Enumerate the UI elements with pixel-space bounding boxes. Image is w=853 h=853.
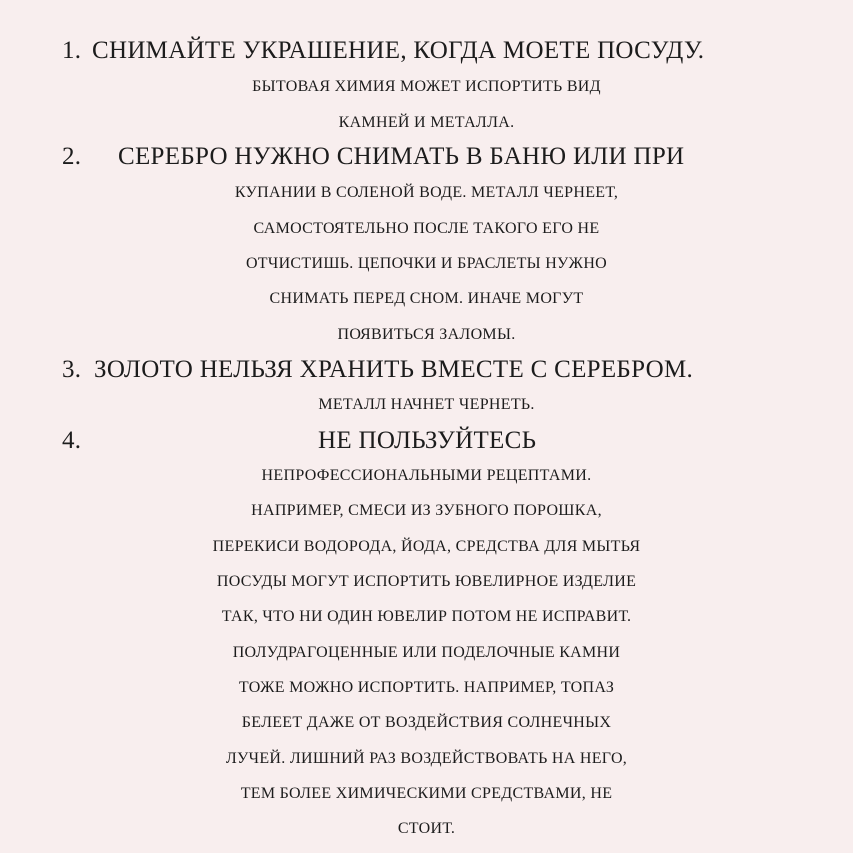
item-3-number: 3. — [62, 356, 82, 383]
item-2-text-line: СЕРЕБРО НУЖНО СНИМАТЬ В БАНЮ ИЛИ ПРИ — [118, 143, 685, 170]
item-4-number: 4. — [62, 427, 82, 454]
item-1-line-3: КАМНЕЙ И МЕТАЛЛА. — [338, 114, 515, 131]
item-4-line-5: ПОСУДЫ МОГУТ ИСПОРТИТЬ ЮВЕЛИРНОЕ ИЗДЕЛИЕ — [216, 573, 637, 590]
item-2-line-6: ПОЯВИТЬСЯ ЗАЛОМЫ. — [337, 326, 516, 343]
item-2-line-1 — [0, 140, 853, 173]
item-1-line-2: БЫТОВАЯ ХИМИЯ МОЖЕТ ИСПОРТИТЬ ВИД — [252, 78, 601, 95]
item-4-line-4: ПЕРЕКИСИ ВОДОРОДА, ЙОДА, СРЕДСТВА ДЛЯ МЫТЬЯ — [212, 538, 641, 555]
item-4-line-11: ТЕМ БОЛЕЕ ХИМИЧЕСКИМИ СРЕДСТВАМИ, НЕ — [240, 785, 613, 802]
item-1-line-1 — [0, 34, 853, 67]
item-2-line-3: САМОСТОЯТЕЛЬНО ПОСЛЕ ТАКОГО ЕГО НЕ — [253, 220, 600, 237]
item-3-line-1 — [0, 353, 853, 386]
item-4-line-3: НАПРИМЕР, СМЕСИ ИЗ ЗУБНОГО ПОРОШКА, — [251, 502, 602, 519]
item-4-line-2: НЕПРОФЕССИОНАЛЬНЫМИ РЕЦЕПТАМИ. — [261, 467, 592, 484]
item-1-number: 1. — [62, 37, 82, 64]
item-3-line-2: МЕТАЛЛ НАЧНЕТ ЧЕРНЕТЬ. — [318, 396, 535, 413]
item-4-line-6: ТАК, ЧТО НИ ОДИН ЮВЕЛИР ПОТОМ НЕ ИСПРАВИТ. — [221, 608, 632, 625]
item-2-number: 2. — [62, 143, 82, 170]
item-4-line-10: ЛУЧЕЙ. ЛИШНИЙ РАЗ ВОЗДЕЙСТВОВАТЬ НА НЕГО, — [225, 750, 628, 767]
item-1-text-line: СНИМАЙТЕ УКРАШЕНИЕ, КОГДА МОЕТЕ ПОСУДУ. — [92, 37, 705, 64]
item-3-text-line: ЗОЛОТО НЕЛЬЗЯ ХРАНИТЬ ВМЕСТЕ С СЕРЕБРОМ. — [94, 356, 694, 383]
item-4-line-7: ПОЛУДРАГОЦЕННЫЕ ИЛИ ПОДЕЛОЧНЫЕ КАМНИ — [232, 644, 621, 661]
item-4-line-9: БЕЛЕЕТ ДАЖЕ ОТ ВОЗДЕЙСТВИЯ СОЛНЕЧНЫХ — [241, 714, 612, 731]
item-2-line-5: СНИМАТЬ ПЕРЕД СНОМ. ИНАЧЕ МОГУТ — [269, 290, 584, 307]
item-2-line-4: ОТЧИСТИШЬ. ЦЕПОЧКИ И БРАСЛЕТЫ НУЖНО — [245, 255, 608, 272]
item-4-line-8: ТОЖЕ МОЖНО ИСПОРТИТЬ. НАПРИМЕР, ТОПАЗ — [238, 679, 615, 696]
item-2-line-2: КУПАНИИ В СОЛЕНОЙ ВОДЕ. МЕТАЛЛ ЧЕРНЕЕТ, — [234, 184, 619, 201]
item-4-text-line: НЕ ПОЛЬЗУЙТЕСЬ — [318, 427, 537, 454]
item-4-line-1 — [0, 424, 853, 457]
item-4-line-12: СТОИТ. — [397, 820, 456, 837]
